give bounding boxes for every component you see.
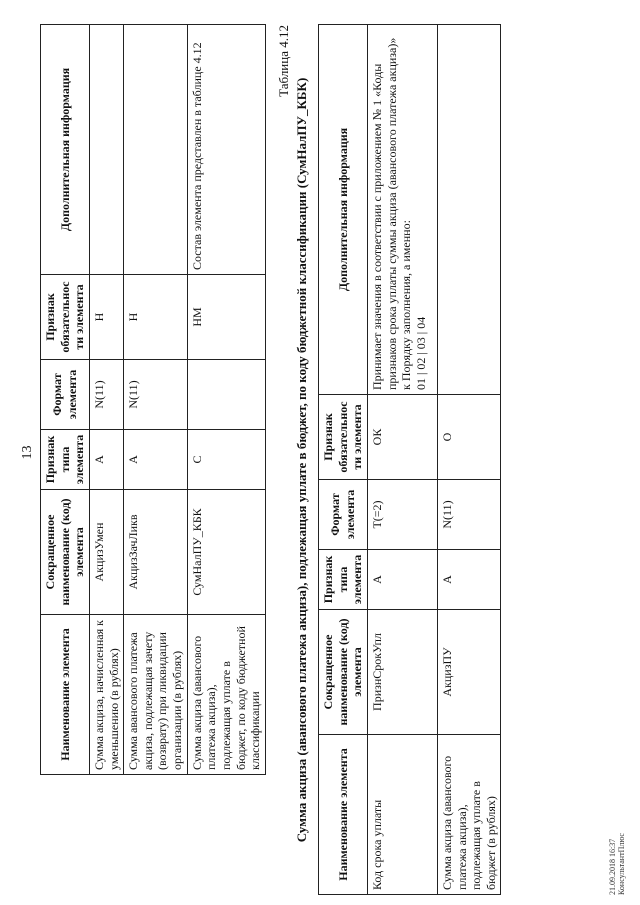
col-header: Наименование элемента [41, 615, 90, 775]
code-values: 01 | 02 | 03 | 04 [413, 316, 428, 390]
col-header: Дополнительная информация [41, 25, 90, 275]
col-header: Признак обязательности элемента [41, 275, 90, 360]
col-header: Наименование элемента [319, 735, 368, 895]
table-row [124, 25, 188, 775]
table-header-row [41, 25, 90, 775]
cell: СумНалПУ_КБК [187, 490, 265, 615]
col-header: Формат элемента [41, 360, 90, 430]
print-stamp [608, 833, 626, 895]
cell [89, 25, 123, 275]
col-header: Признак типа элемента [41, 430, 90, 490]
cell: ОК [367, 395, 437, 480]
table-number: Таблица 4.12 [276, 25, 291, 97]
cell: Сумма авансового платежа акциза, подлежащая зачету (возврату) при ликвидации организации (в рублях) [124, 615, 188, 775]
stamp-line: 21.09.2018 16:37 [608, 838, 617, 895]
cell: ПризнСрокУпл [367, 610, 437, 735]
cell: С [187, 430, 265, 490]
col-header: Признак типа элемента [319, 550, 368, 610]
cell: Сумма акциза (авансового платежа акциза), подлежащая уплате в бюджет (в рублях) [437, 735, 501, 895]
cell: Т(=2) [367, 480, 437, 550]
sumnalpu-kbk-table [318, 24, 501, 895]
cell-text: Принимает значения в соответствии с приложением № 1 «Коды признаков срока уплаты суммы акциза (авансового платежа акциза)» к Порядку заполнения, а именно: [369, 37, 414, 390]
col-header: Дополнительная информация [319, 25, 368, 395]
cell [187, 360, 265, 430]
cell: АкцизУмен [89, 490, 123, 615]
cell: Состав элемента представлен в таблице 4.12 [187, 25, 265, 275]
cell: N(11) [89, 360, 123, 430]
stamp-line: КонсультантПлюс [617, 833, 627, 895]
page-number: 13 [20, 445, 35, 460]
cell: А [89, 430, 123, 490]
col-header: Формат элемента [319, 480, 368, 550]
col-header: Сокращенное наименование (код) элемента [41, 490, 90, 615]
cell [437, 25, 501, 395]
cell: А [367, 550, 437, 610]
cell: А [124, 430, 188, 490]
cell: Сумма акциза (авансового платежа акциза), подлежащая уплате в бюджет, по коду бюджетной классификации [187, 615, 265, 775]
elements-table [40, 24, 266, 775]
cell: АкцизЗачЛикв [124, 490, 188, 615]
cell [367, 25, 437, 395]
cell: Н [124, 275, 188, 360]
col-header: Сокращенное наименование (код) элемента [319, 610, 368, 735]
cell: АкцизПУ [437, 610, 501, 735]
table-row [89, 25, 123, 775]
cell: Сумма акциза, начисленная к уменьшению (в рублях) [89, 615, 123, 775]
cell: Код срока уплаты [367, 735, 437, 895]
table-row [187, 25, 265, 775]
cell: N(11) [437, 480, 501, 550]
cell: О [437, 395, 501, 480]
cell: N(11) [124, 360, 188, 430]
table-row [437, 25, 501, 895]
cell [124, 25, 188, 275]
cell: Н [89, 275, 123, 360]
cell: А [437, 550, 501, 610]
table-header-row [319, 25, 368, 895]
cell: НМ [187, 275, 265, 360]
col-header: Признак обязательности элемента [319, 395, 368, 480]
table-row [367, 25, 437, 895]
table-caption: Сумма акциза (авансового платежа акциза), подлежащая уплате в бюджет, по коду бюджетной классификации (СумНалПУ_КБК) [294, 77, 309, 843]
